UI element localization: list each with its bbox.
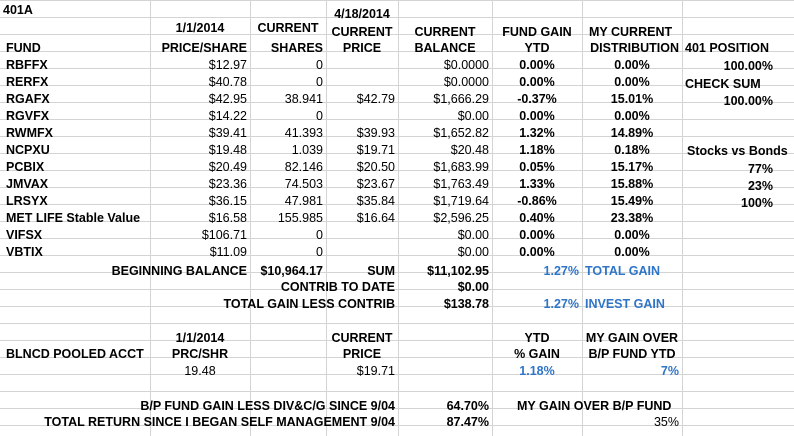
fund-ytd-cell[interactable]: 0.00%	[519, 58, 555, 72]
fund-price-cell[interactable]	[326, 227, 398, 244]
header-my-current[interactable]: MY CURRENT	[589, 25, 673, 39]
total-gain-label[interactable]: TOTAL GAIN	[585, 264, 660, 278]
fund-ytd-cell[interactable]: 1.32%	[519, 126, 555, 140]
bp-gain-value[interactable]: 64.70%	[446, 399, 489, 413]
header-current-date[interactable]: 4/18/2014	[334, 7, 390, 21]
fund-shares-cell[interactable]: 0	[316, 58, 323, 72]
fund-name-cell[interactable]: VBTIX	[6, 245, 43, 259]
fund-ytd-cell[interactable]: 0.05%	[519, 160, 555, 174]
pooled-ytd-label[interactable]: YTD	[524, 331, 550, 345]
fund-price-share-cell[interactable]: $14.22	[208, 109, 247, 123]
fund-ytd-cell[interactable]: 0.00%	[519, 245, 555, 259]
position-401-value[interactable]: 100.00%	[723, 59, 773, 73]
total-return-value[interactable]: 87.47%	[446, 415, 489, 429]
fund-balance-cell[interactable]: $1,719.64	[433, 194, 489, 208]
fund-balance-cell[interactable]: $1,666.29	[433, 92, 489, 106]
my-gain-vs-bp-label[interactable]: MY GAIN OVER B/P FUND	[517, 399, 672, 413]
fund-distribution-cell[interactable]: 0.00%	[614, 245, 650, 259]
fund-name-cell[interactable]: RERFX	[6, 75, 49, 89]
fund-price-cell[interactable]: $23.67	[356, 177, 395, 191]
fund-ytd-cell[interactable]: 0.00%	[519, 75, 555, 89]
fund-price-cell[interactable]	[326, 244, 398, 261]
header-distribution[interactable]: DISTRIBUTION	[590, 41, 679, 55]
check-sum-label[interactable]: CHECK SUM	[685, 77, 761, 91]
fund-name-cell[interactable]: VIFSX	[6, 228, 43, 242]
fund-price-cell[interactable]	[326, 108, 398, 125]
my-gain-over-value[interactable]: 7%	[660, 364, 679, 378]
fund-price-cell[interactable]: $39.93	[356, 126, 395, 140]
stocks-vs-bonds-label[interactable]: Stocks vs Bonds	[687, 144, 788, 158]
fund-distribution-cell[interactable]: 0.00%	[614, 109, 650, 123]
total-gain-pct[interactable]: 1.27%	[543, 264, 579, 278]
fund-shares-cell[interactable]: 0	[316, 228, 323, 242]
fund-price-share-cell[interactable]: $40.78	[208, 75, 247, 89]
fund-shares-cell[interactable]: 0	[316, 109, 323, 123]
beginning-balance-value[interactable]: $10,964.17	[260, 264, 323, 278]
fund-price-cell[interactable]: $42.79	[356, 92, 395, 106]
fund-distribution-cell[interactable]: 15.01%	[610, 92, 654, 106]
sum-value[interactable]: $11,102.95	[427, 264, 489, 278]
fund-distribution-cell[interactable]: 0.00%	[614, 228, 650, 242]
fund-balance-cell[interactable]: $2,596.25	[433, 211, 489, 225]
fund-balance-cell[interactable]: $1,763.49	[433, 177, 489, 191]
sum-label[interactable]: SUM	[367, 264, 395, 278]
invest-gain-label[interactable]: INVEST GAIN	[585, 297, 665, 311]
header-shares[interactable]: SHARES	[270, 41, 323, 55]
fund-shares-cell[interactable]: 74.503	[284, 177, 323, 191]
gain-less-contrib-label[interactable]: TOTAL GAIN LESS CONTRIB	[223, 297, 395, 311]
fund-ytd-cell[interactable]: 1.33%	[519, 177, 555, 191]
header-current-balance-1[interactable]: CURRENT	[414, 25, 476, 39]
header-current-shares-1[interactable]: CURRENT	[257, 21, 319, 35]
my-gain-vs-bp-value[interactable]: 35%	[653, 415, 679, 429]
header-current-price-1[interactable]: CURRENT	[331, 25, 393, 39]
stocks-pct[interactable]: 77%	[747, 162, 773, 176]
pooled-prc-shr-label[interactable]: PRC/SHR	[171, 347, 229, 361]
my-gain-over-label[interactable]: MY GAIN OVER	[585, 331, 679, 345]
fund-balance-cell[interactable]: $0.0000	[443, 58, 489, 72]
fund-name-cell[interactable]: NCPXU	[6, 143, 50, 157]
fund-price-share-cell[interactable]: $11.09	[209, 245, 247, 259]
fund-price-cell[interactable]	[326, 74, 398, 91]
pooled-price-label[interactable]: PRICE	[342, 347, 382, 361]
grid-row-line	[0, 323, 794, 324]
fund-ytd-cell[interactable]: -0.86%	[517, 194, 557, 208]
grid-row-line	[0, 0, 794, 1]
fund-distribution-cell[interactable]: 14.89%	[610, 126, 654, 140]
fund-price-cell[interactable]: $16.64	[356, 211, 395, 225]
sheet-title[interactable]: 401A	[3, 3, 33, 17]
fund-distribution-cell[interactable]: 0.00%	[614, 58, 650, 72]
fund-distribution-cell[interactable]: 0.00%	[614, 75, 650, 89]
fund-price-share-cell[interactable]: $36.15	[208, 194, 247, 208]
fund-shares-cell[interactable]: 1.039	[291, 143, 323, 157]
pooled-current-price[interactable]: $19.71	[356, 364, 395, 378]
fund-balance-cell[interactable]: $0.00	[457, 245, 489, 259]
fund-shares-cell[interactable]: 82.146	[284, 160, 323, 174]
bp-gain-label[interactable]: B/P FUND GAIN LESS DIV&C/G SINCE 9/04	[140, 399, 395, 413]
fund-shares-cell[interactable]: 38.941	[284, 92, 323, 106]
fund-ytd-cell[interactable]: 1.18%	[519, 143, 555, 157]
fund-price-cell[interactable]: $20.50	[356, 160, 395, 174]
pooled-ytd-gain[interactable]: 1.18%	[519, 364, 555, 378]
fund-price-share-cell[interactable]: $42.95	[208, 92, 247, 106]
check-sum-value[interactable]: 100.00%	[723, 94, 773, 108]
fund-price-share-cell[interactable]: $23.36	[208, 177, 247, 191]
fund-ytd-cell[interactable]: 0.40%	[519, 211, 555, 225]
fund-ytd-cell[interactable]: -0.37%	[517, 92, 557, 106]
fund-price-share-cell[interactable]: $20.49	[208, 160, 247, 174]
fund-price-cell[interactable]	[326, 57, 398, 74]
fund-name-cell[interactable]: PCBIX	[6, 160, 45, 174]
bonds-pct[interactable]: 23%	[747, 179, 773, 193]
fund-distribution-cell[interactable]: 23.38%	[610, 211, 654, 225]
invest-gain-pct[interactable]: 1.27%	[543, 297, 579, 311]
header-start-date[interactable]: 1/1/2014	[175, 21, 225, 35]
fund-price-cell[interactable]: $19.71	[356, 143, 395, 157]
fund-name-cell[interactable]: MET LIFE Stable Value	[6, 211, 141, 225]
fund-shares-cell[interactable]: 0	[316, 245, 323, 259]
fund-ytd-cell[interactable]: 0.00%	[519, 109, 555, 123]
total-return-label[interactable]: TOTAL RETURN SINCE I BEGAN SELF MANAGEMENT 9/04	[44, 415, 395, 429]
header-balance[interactable]: BALANCE	[414, 41, 476, 55]
header-fund-gain[interactable]: FUND GAIN	[502, 25, 572, 39]
fund-name-cell[interactable]: LRSYX	[6, 194, 48, 208]
fund-shares-cell[interactable]: 47.981	[284, 194, 323, 208]
contrib-label[interactable]: CONTRIB TO DATE	[280, 280, 395, 294]
fund-distribution-cell[interactable]: 15.49%	[610, 194, 654, 208]
bp-fund-ytd-label[interactable]: B/P FUND YTD	[588, 347, 676, 361]
pooled-pct-gain-label[interactable]: % GAIN	[514, 347, 560, 361]
pooled-current-label[interactable]: CURRENT	[331, 331, 393, 345]
fund-price-share-cell[interactable]: $106.71	[201, 228, 247, 242]
fund-name-cell[interactable]: RWMFX	[6, 126, 53, 140]
fund-balance-cell[interactable]: $20.48	[450, 143, 489, 157]
grid-row-line	[0, 391, 794, 392]
header-fund[interactable]: FUND	[6, 41, 41, 55]
fund-distribution-cell[interactable]: 15.17%	[610, 160, 654, 174]
fund-price-share-cell[interactable]: $16.58	[208, 211, 247, 225]
fund-price-share-cell[interactable]: $39.41	[208, 126, 247, 140]
fund-name-cell[interactable]: JMVAX	[6, 177, 49, 191]
contrib-value[interactable]: $0.00	[457, 280, 489, 294]
fund-shares-cell[interactable]: 0	[316, 75, 323, 89]
fund-name-cell[interactable]: RGAFX	[6, 92, 50, 106]
fund-price-cell[interactable]: $35.84	[356, 194, 395, 208]
total-pct[interactable]: 100%	[741, 196, 773, 210]
pooled-acct-label[interactable]: BLNCD POOLED ACCT	[6, 347, 144, 361]
pooled-start-prc[interactable]: 19.48	[184, 364, 216, 378]
fund-balance-cell[interactable]: $0.00	[457, 109, 489, 123]
gain-less-contrib-value[interactable]: $138.78	[443, 297, 489, 311]
fund-price-share-cell[interactable]: $12.97	[208, 58, 247, 72]
header-price[interactable]: PRICE	[342, 41, 382, 55]
fund-balance-cell[interactable]: $0.0000	[443, 75, 489, 89]
fund-name-cell[interactable]: RBFFX	[6, 58, 48, 72]
header-price-share[interactable]: PRICE/SHARE	[161, 41, 247, 55]
fund-name-cell[interactable]: RGVFX	[6, 109, 50, 123]
fund-distribution-cell[interactable]: 15.88%	[610, 177, 654, 191]
header-401-position[interactable]: 401 POSITION	[685, 41, 770, 55]
fund-balance-cell[interactable]: $1,683.99	[433, 160, 489, 174]
fund-balance-cell[interactable]: $0.00	[457, 228, 489, 242]
fund-price-share-cell[interactable]: $19.48	[208, 143, 247, 157]
pooled-date[interactable]: 1/1/2014	[175, 331, 225, 345]
fund-distribution-cell[interactable]: 0.18%	[614, 143, 650, 157]
fund-shares-cell[interactable]: 41.393	[284, 126, 323, 140]
beginning-balance-label[interactable]: BEGINNING BALANCE	[111, 264, 247, 278]
fund-ytd-cell[interactable]: 0.00%	[519, 228, 555, 242]
header-ytd[interactable]: YTD	[524, 41, 550, 55]
fund-shares-cell[interactable]: 155.985	[277, 211, 323, 225]
fund-balance-cell[interactable]: $1,652.82	[433, 126, 489, 140]
